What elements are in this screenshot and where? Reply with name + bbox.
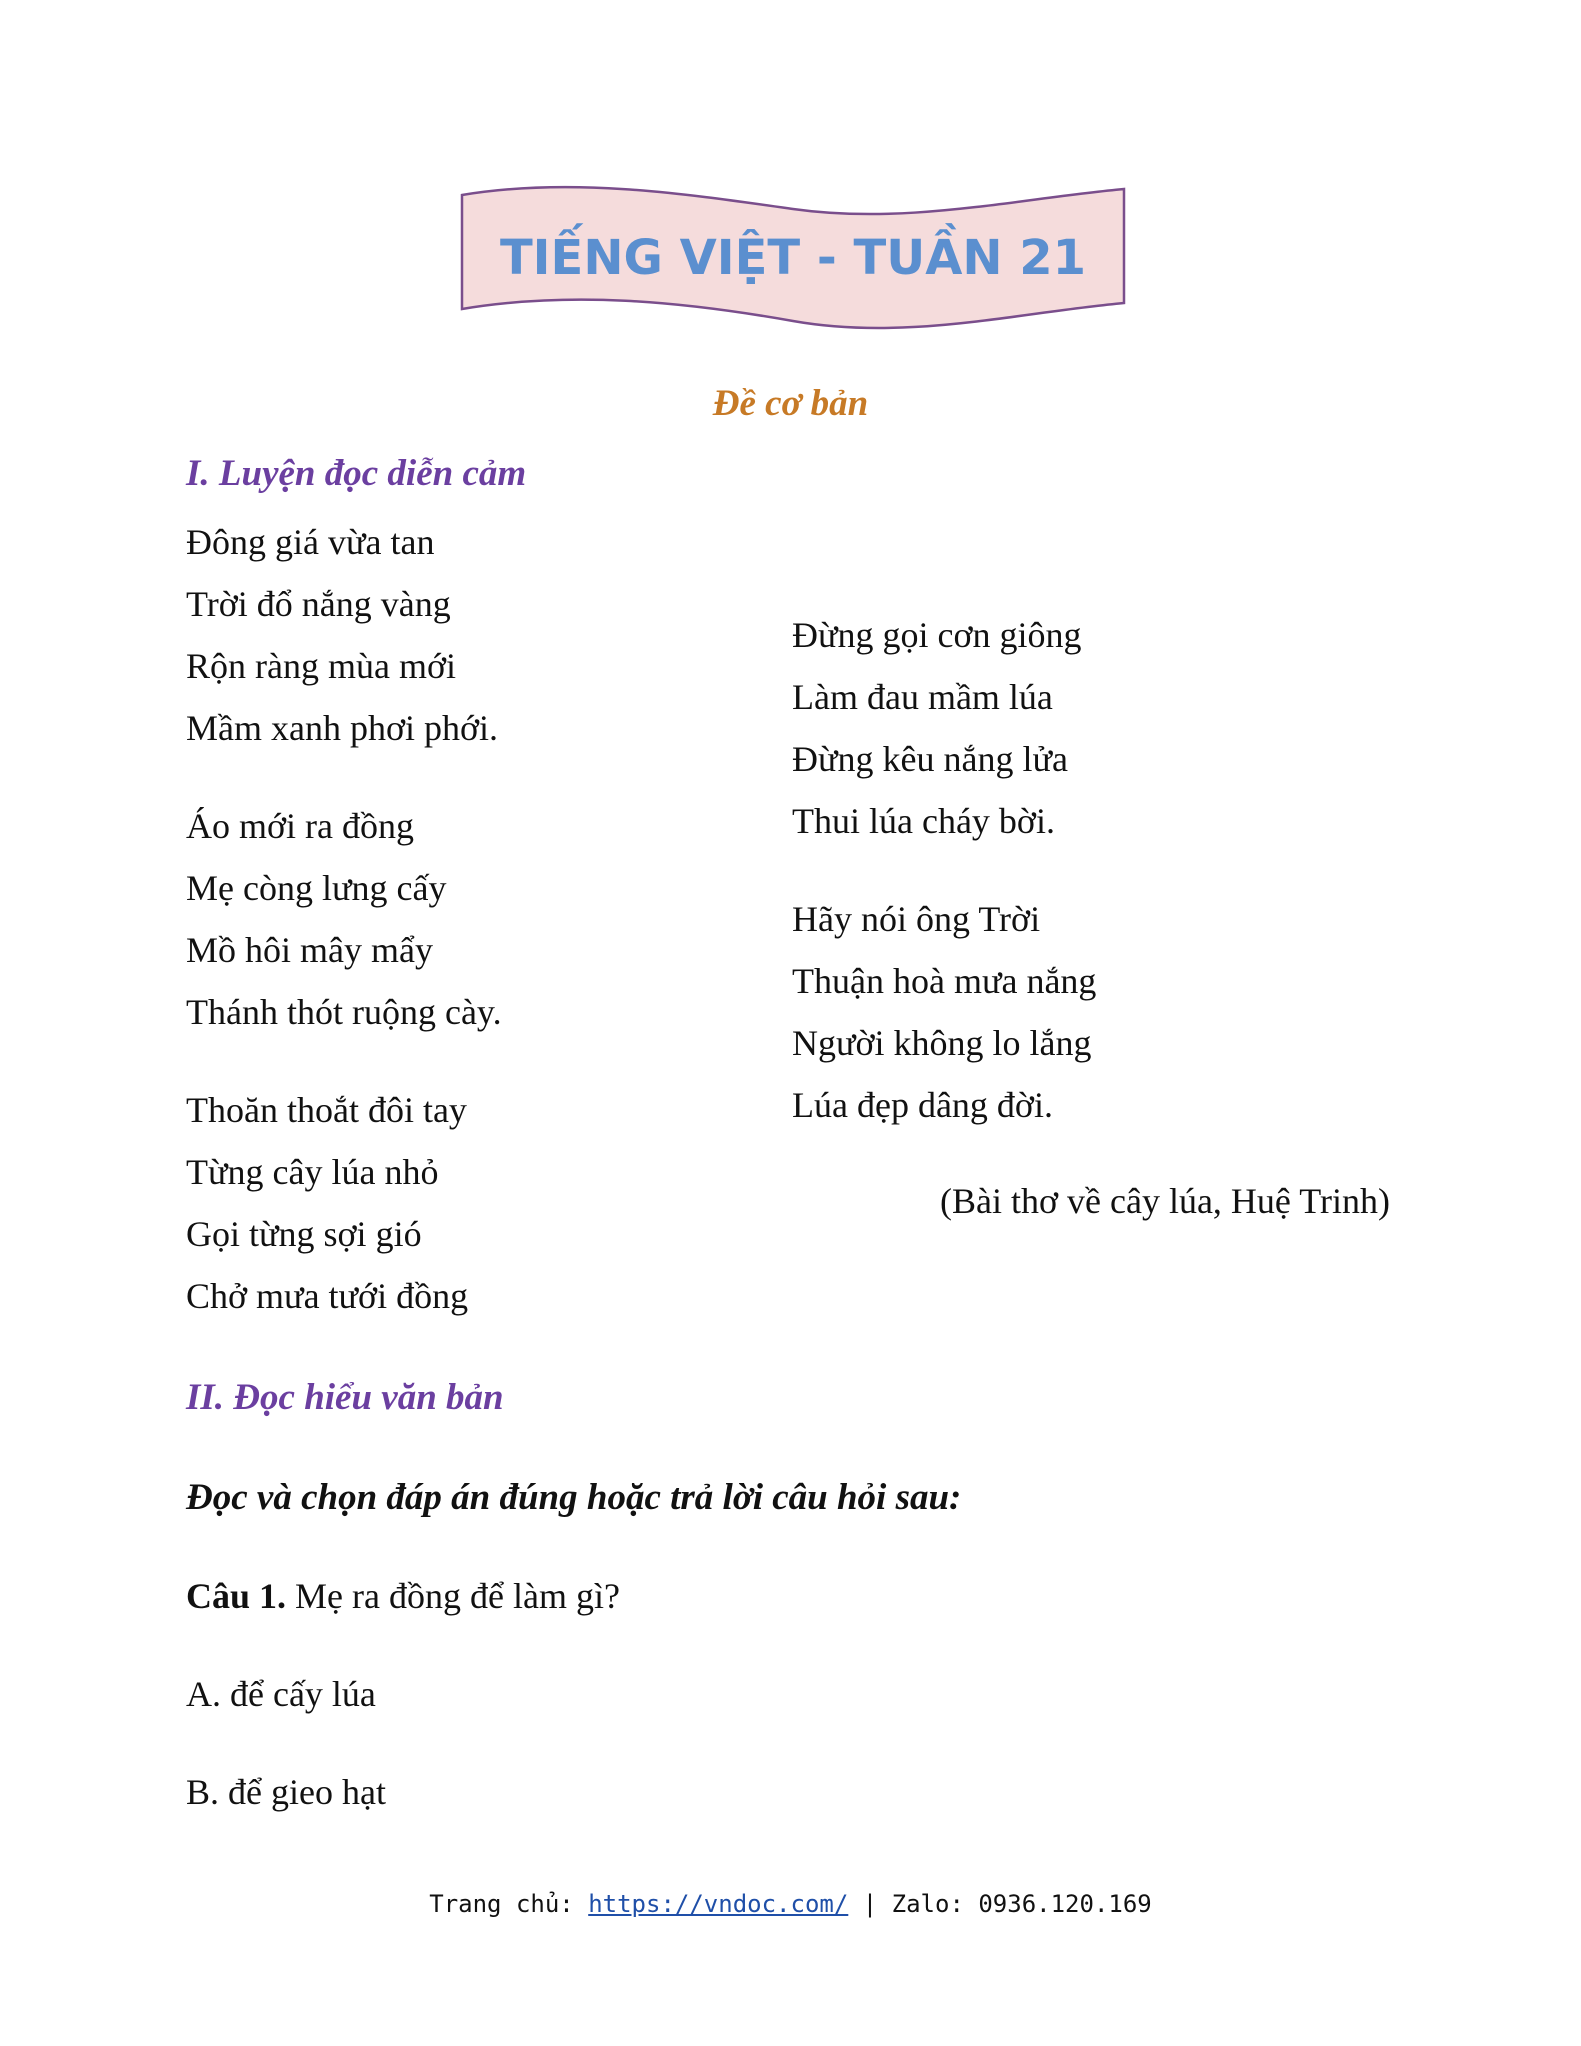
- footer-home-label: Trang chủ:: [429, 1890, 589, 1918]
- question-1: [186, 1575, 620, 1617]
- section-heading-comprehension: II. Đọc hiểu văn bản: [186, 1377, 504, 1418]
- poem-line: Thuận hoà mưa nắng: [792, 961, 1097, 1001]
- poem-stanza: [792, 604, 1096, 852]
- poem-line: Mầm xanh phơi phới.: [186, 708, 499, 748]
- poem-line: Làm đau mầm lúa: [792, 677, 1053, 717]
- answer-option-a: A. để cấy lúa: [186, 1674, 376, 1714]
- poem-line: Hãy nói ông Trời: [792, 899, 1041, 939]
- poem-line: Đừng gọi cơn giông: [792, 615, 1082, 655]
- poem-line: Thoăn thoắt đôi tay: [186, 1090, 467, 1130]
- poem-line: Người không lo lắng: [792, 1023, 1092, 1063]
- footer-zalo: Zalo: 0936.120.169: [891, 1890, 1152, 1918]
- answer-option-b: B. để gieo hạt: [186, 1772, 386, 1812]
- page-subtitle: Đề cơ bản: [712, 383, 869, 424]
- poem-stanza: [186, 511, 502, 759]
- poem-line: Từng cây lúa nhỏ: [186, 1152, 439, 1192]
- instruction-text: Đọc và chọn đáp án đúng hoặc trả lời câu hỏi sau:: [186, 1477, 962, 1518]
- poem-stanza: [186, 1079, 502, 1327]
- poem-line: Chở mưa tưới đồng: [186, 1276, 469, 1316]
- poem-line: Rộn ràng mùa mới: [186, 646, 456, 686]
- page-title: TIẾNG VIỆT - TUẦN 21: [499, 229, 1087, 286]
- question-text: Mẹ ra đồng để làm gì?: [286, 1576, 620, 1616]
- footer-home-link[interactable]: https://vndoc.com/: [588, 1890, 849, 1918]
- page-footer: [0, 1890, 1581, 1918]
- poem-line: Trời đổ nắng vàng: [186, 584, 451, 624]
- footer-separator: |: [848, 1890, 892, 1918]
- poem-right-column: [792, 604, 1096, 1172]
- poem-stanza: [186, 795, 502, 1043]
- poem-line: Đừng kêu nắng lửa: [792, 739, 1068, 779]
- poem-left-column: [186, 511, 502, 1363]
- poem-attribution: (Bài thơ về cây lúa, Huệ Trinh): [940, 1181, 1390, 1221]
- poem-line: Thui lúa cháy bời.: [792, 801, 1055, 841]
- section-heading-reading: I. Luyện đọc diễn cảm: [186, 453, 527, 494]
- poem-line: Đông giá vừa tan: [186, 522, 435, 562]
- poem-line: Thánh thót ruộng cày.: [186, 992, 502, 1032]
- question-label: Câu 1.: [186, 1576, 287, 1616]
- poem-line: Gọi từng sợi gió: [186, 1214, 422, 1254]
- poem-stanza: [792, 888, 1096, 1136]
- poem-line: Áo mới ra đồng: [186, 806, 415, 846]
- poem-line: Mồ hôi mây mẩy: [186, 930, 433, 970]
- title-banner: [460, 185, 1126, 330]
- poem-line: Lúa đẹp dâng đời.: [792, 1085, 1053, 1125]
- poem-line: Mẹ còng lưng cấy: [186, 868, 447, 908]
